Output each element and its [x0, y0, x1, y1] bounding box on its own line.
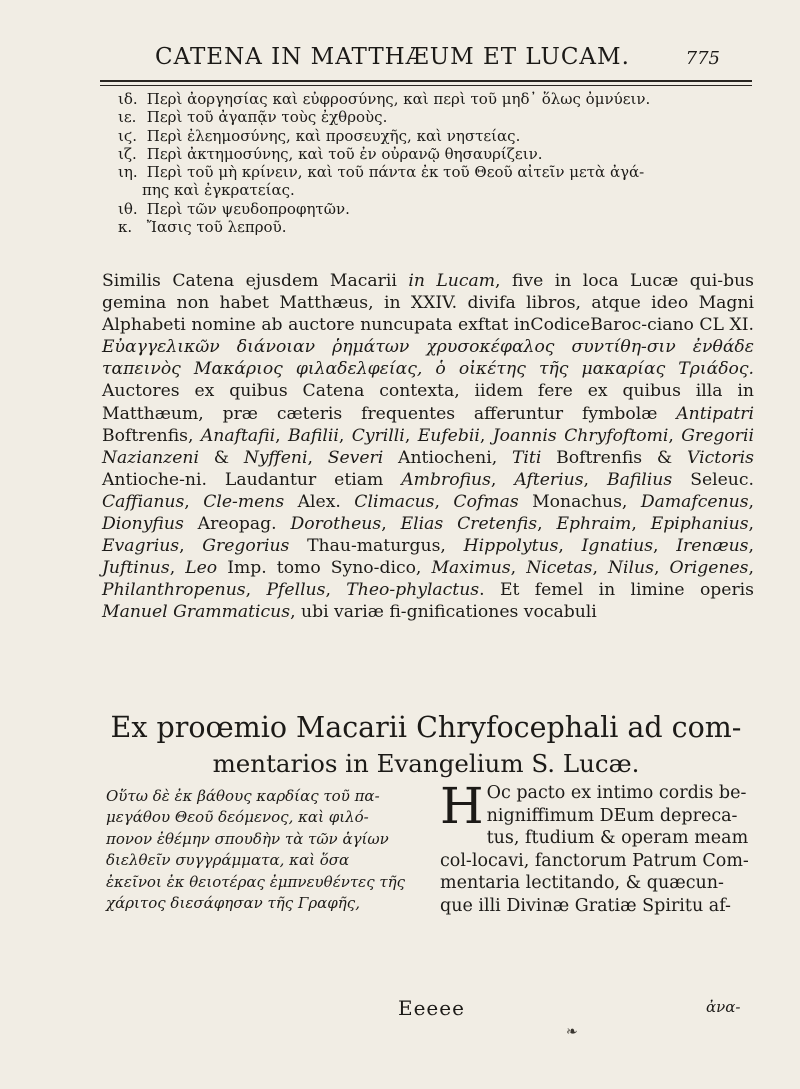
latin-paragraph: [102, 270, 754, 624]
item-number: κ.: [118, 218, 133, 237]
text-run: Antiocheni,: [383, 447, 512, 468]
section-title: [100, 710, 752, 782]
text-run: ,: [558, 536, 582, 557]
item-text: Περὶ ἐλεημοσύνης, καὶ προσευχῆς, καὶ νηστείας.: [146, 126, 521, 145]
text-run: ,: [434, 491, 454, 512]
greek-column-line: διελθεῖν συγγράμματα, καὶ ὅσα: [106, 851, 350, 870]
author-name: Cyrilli: [351, 425, 405, 446]
greek-list-item-continuation: πης καὶ ἐγκρατείας.: [142, 181, 295, 200]
greek-list-item: [118, 90, 754, 108]
text-run: ,: [490, 469, 515, 490]
italic-run: in Lucam: [408, 271, 496, 291]
text-run: Monachus,: [518, 491, 641, 512]
author-name: Ignatius: [581, 536, 654, 557]
author-name: Maximus: [431, 558, 511, 579]
latin-commentary: [102, 270, 754, 624]
greek-list-item: [118, 108, 754, 126]
text-run: ,: [179, 536, 203, 557]
greek-list-item: [118, 200, 754, 218]
text-run: Similis Catena ejusdem Macarii: [102, 271, 409, 291]
author-name: Dionyfius: [102, 514, 184, 535]
latin-column-text: Oc pacto ex intimo cordis be-nigniffimum DEum depreca-tus, ftudium & operam meam col-locavi, fanctorum Patrum Com-mentaria lectitando, & quæcun-que illi Divinæ Gratiæ Spiritu af-: [440, 783, 749, 916]
author-name: Gregorius: [202, 536, 290, 557]
greek-column-line: μεγάθου Θεοῦ δεόμενος, καὶ φιλό-: [106, 808, 369, 827]
greek-list-item: [118, 163, 754, 181]
header-rule-thick: [100, 80, 752, 82]
text-run: Seleuc.: [672, 469, 754, 490]
greek-column-line: χάριτος διεσάφησαν τῆς Γραφῆς,: [106, 894, 360, 913]
text-run: ,: [748, 514, 754, 535]
author-name: Theo-phylactus: [346, 580, 480, 601]
author-name: Anaftafii: [200, 425, 276, 446]
text-run: ,: [245, 580, 267, 601]
author-name: Cofmas: [453, 491, 519, 512]
text-run: Alex.: [284, 491, 355, 512]
text-run: Areopag.: [183, 514, 291, 535]
latin-column: [440, 777, 756, 917]
catchword: ἀνα-: [706, 998, 741, 1016]
text-run: . Et femel in limine operis: [479, 580, 755, 601]
author-name: Severi: [327, 447, 384, 468]
text-run: ,: [510, 558, 527, 579]
text-run: ,: [653, 536, 677, 557]
greek-column-line: ἐκεῖνοι ἐκ θειοτέρας ἐμπνευθέντες τῆς: [106, 872, 406, 891]
author-name: Juftinus: [102, 558, 170, 579]
author-name: Climacus: [354, 491, 435, 512]
page-number: 775: [685, 48, 720, 69]
author-name: Antipatri: [676, 403, 754, 424]
header-rule-thin: [100, 85, 752, 86]
section-title-line: mentarios in Evangelium S. Lucæ.: [212, 749, 640, 778]
text-run: Boftrenfis,: [102, 425, 201, 446]
author-name: Afterius: [514, 469, 584, 490]
page-header: [0, 44, 800, 84]
text-run: Boftrenfis &: [541, 447, 687, 468]
author-name: Nyffeni: [243, 447, 308, 468]
text-run: ,: [592, 558, 609, 579]
item-number: ιδ.: [118, 90, 138, 108]
text-run: ,: [653, 558, 670, 579]
item-number: ιη.: [118, 163, 138, 182]
text-run: ,: [748, 558, 754, 579]
item-text: Περὶ τοῦ μὴ κρίνειν, καὶ τοῦ πάντα ἐκ τοῦ Θεοῦ αἰτεῖν μετὰ ἀγά-: [146, 163, 645, 182]
item-text: Περὶ ἀκτημοσύνης, καὶ τοῦ ἐν οὐρανῷ θησαυρίζειν.: [146, 144, 543, 163]
author-name: Joannis Chryfoftomi: [492, 425, 669, 446]
ornament-icon: ❧: [566, 1024, 578, 1040]
text-run: ,: [583, 469, 607, 490]
greek-list-item: [118, 145, 754, 163]
running-title: CATENA IN MATTHÆUM ET LUCAM.: [155, 44, 630, 70]
text-run: Imp. tomo Syno-dico,: [217, 558, 432, 579]
text-run: ,: [184, 491, 204, 512]
greek-column: [106, 786, 414, 914]
greek-column-line: Οὕτω δὲ ἐκ βάθους καρδίας τοῦ πα-: [106, 787, 380, 805]
text-run: ,: [479, 425, 493, 446]
author-name: Cle-mens: [203, 491, 285, 512]
item-number: ιθ.: [118, 199, 138, 218]
text-run: Thau-maturgus,: [289, 536, 464, 557]
drop-cap: H: [440, 777, 484, 835]
greek-column-line: πονον ἐθέμην σπουδὴν τὰ τῶν ἁγίων: [106, 829, 389, 848]
author-name: Irenæus: [676, 536, 749, 557]
author-name: Victoris: [686, 447, 754, 468]
item-number: ιϛ.: [118, 126, 138, 145]
greek-chapter-list: [118, 90, 754, 236]
text-run: ,: [631, 514, 651, 535]
text-run: ,: [338, 425, 352, 446]
author-name: Evagrius: [102, 536, 180, 557]
text-run: ,: [668, 425, 682, 446]
author-name: Caffianus: [102, 491, 185, 512]
item-text: Περὶ ἀοργησίας καὶ εὐφροσύνης, καὶ περὶ τοῦ μηδ᾽ ὅλως ὀμνύειν.: [146, 90, 651, 108]
item-number: ιζ.: [118, 144, 137, 163]
author-name: Titi: [511, 447, 542, 468]
signature-mark: Eeeee: [398, 996, 465, 1020]
greek-word: Manuel Grammaticus: [102, 602, 291, 623]
text-run: , ubi variæ fi-gnificationes vocabuli: [290, 602, 597, 623]
text-run: ,: [404, 425, 418, 446]
item-text: Περὶ τοῦ ἀγαπᾷν τοὺς ἐχθροὺς.: [146, 108, 388, 127]
section-title-line: Ex proœmio Macarii Chryfocephali ad com-: [110, 711, 742, 744]
item-text: Περὶ τῶν ψευδοπροφητῶν.: [146, 199, 350, 218]
text-run: &: [198, 447, 244, 468]
greek-list-item: [118, 127, 754, 145]
author-name: Ambrofius: [401, 469, 491, 490]
text-run: ,: [275, 425, 288, 446]
author-name: Philanthropenus: [102, 580, 246, 601]
item-text: Ἴασις τοῦ λεπροῦ.: [146, 218, 287, 237]
author-name: Damafcenus: [640, 491, 749, 512]
author-name: Ephraim: [556, 514, 632, 535]
author-name: Nicetas: [526, 558, 593, 579]
text-run: ,: [307, 447, 328, 468]
greek-quote: Εὐαγγελικῶν διάνοιαν ῥημάτων χρυσοκέφαλος συντίθη-σιν ἐνθάδε ταπεινὸς Μακάριος φιλαδελφείας, ὁ οἰκέτης τῆς μακαρίας Τριάδος.: [102, 337, 754, 380]
text-run: ,: [748, 536, 754, 557]
text-run: ,: [537, 514, 557, 535]
author-name: Dorotheus: [290, 514, 382, 535]
author-name: Pfellus: [266, 580, 326, 601]
text-run: , five in loca Lucæ qui-bus gemina non habet Matthæus, in XXIV. divifa libros, atque ideo Magni Alphabeti nomine ab auctore nuncupata exftat inCodiceBaroc-ciano CL XI.: [102, 271, 754, 336]
author-name: Leo: [185, 558, 218, 579]
greek-list-item: [118, 218, 754, 236]
item-number: ιε.: [118, 108, 137, 127]
author-name: Gregorii Nazianzeni: [102, 425, 754, 468]
text-run: Antioche-ni. Laudantur etiam: [102, 469, 402, 490]
author-name: Bafilii: [288, 425, 339, 446]
author-name: Epiphanius: [650, 514, 749, 535]
text-run: ,: [169, 558, 186, 579]
text-run: Auctores ex quibus Catena contexta, iidem fere ex quibus illa in Matthæum, præ cæteris frequentes afferuntur fymbolæ: [102, 381, 754, 424]
text-run: ,: [748, 491, 754, 512]
author-name: Bafilius: [606, 469, 673, 490]
author-name: Elias Cretenfis: [400, 514, 538, 535]
text-run: ,: [325, 580, 347, 601]
author-name: Nilus: [608, 558, 654, 579]
author-name: Origenes: [669, 558, 749, 579]
author-name: Eufebii: [417, 425, 480, 446]
author-name: Hippolytus: [463, 536, 559, 557]
text-run: ,: [381, 514, 401, 535]
